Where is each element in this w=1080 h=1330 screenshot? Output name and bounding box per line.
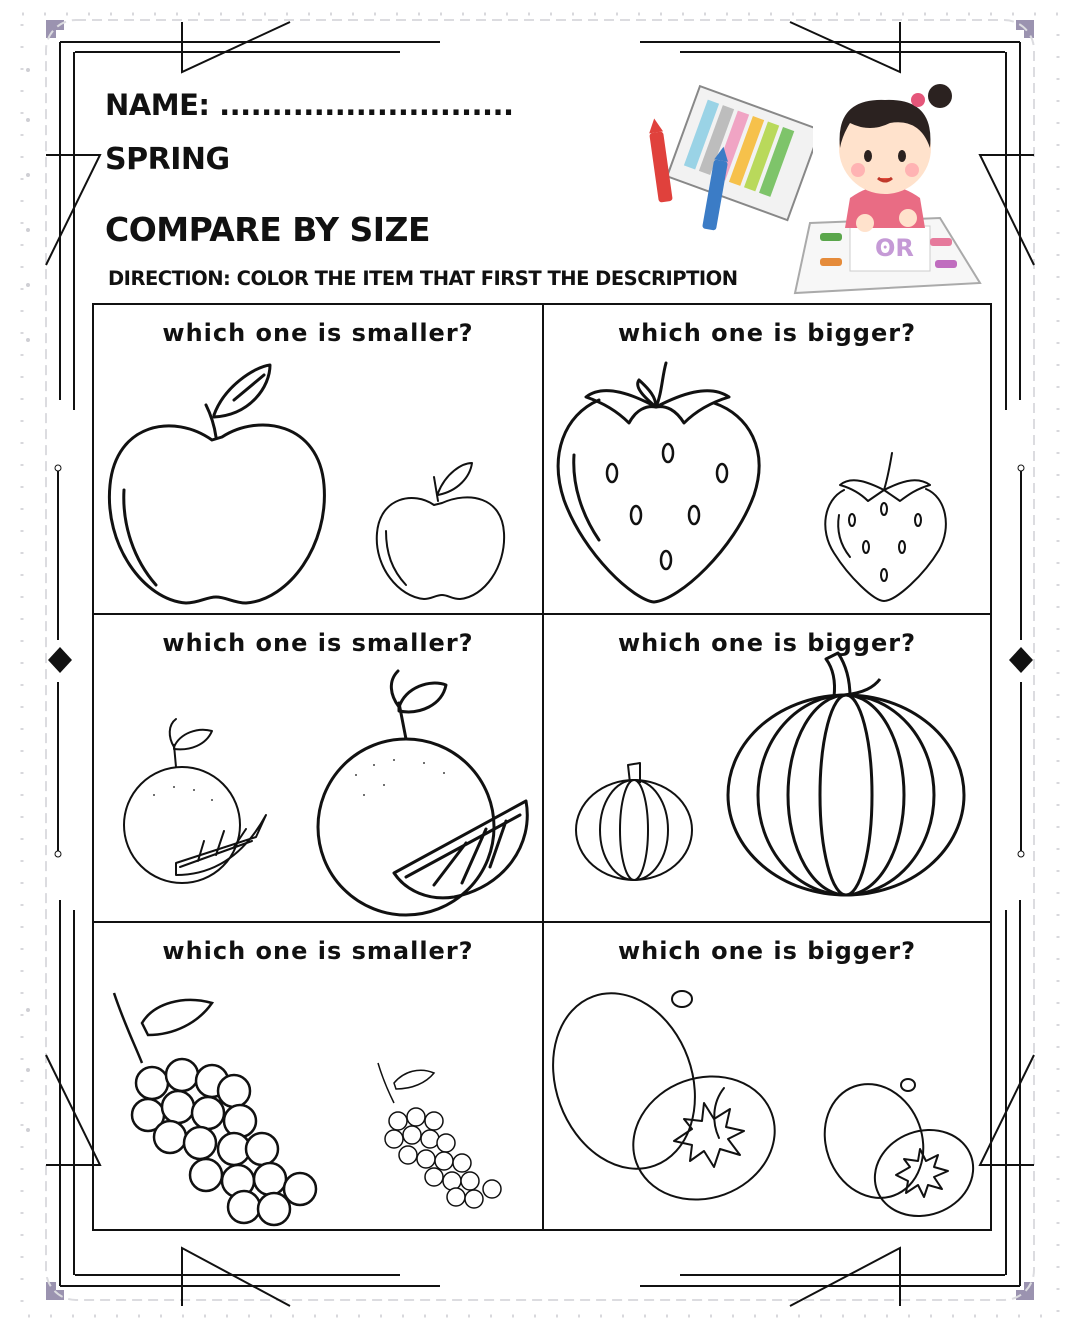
pumpkin-illustration xyxy=(544,615,992,923)
direction-text: DIRECTION: COLOR THE ITEM THAT FIRST THE DESCRIPTION xyxy=(108,267,738,290)
cell-orange xyxy=(94,615,542,921)
cell-strawberry xyxy=(544,305,990,613)
question-smaller-grapes: which one is smaller? xyxy=(162,937,474,965)
cell-apple xyxy=(94,305,542,613)
girl-drawing-illustration xyxy=(790,78,985,298)
question-bigger-pumpkin: which one is bigger? xyxy=(617,629,917,657)
grapes-illustration xyxy=(94,923,542,1231)
apple-illustration xyxy=(94,305,542,613)
worksheet-title: COMPARE BY SIZE xyxy=(105,210,430,249)
kiwi-illustration xyxy=(544,923,992,1231)
worksheet-subject: SPRING xyxy=(105,142,230,177)
svg-text:ʘR: ʘR xyxy=(875,234,914,262)
orange-illustration xyxy=(94,615,542,923)
question-smaller-orange: which one is smaller? xyxy=(162,629,474,657)
name-field-label: NAME: ............................ xyxy=(105,88,514,122)
worksheet-grid xyxy=(92,303,992,1231)
question-smaller-apple: which one is smaller? xyxy=(162,319,474,347)
cell-kiwi xyxy=(544,923,990,1229)
cell-pumpkin xyxy=(544,615,990,921)
question-bigger-kiwi: which one is bigger? xyxy=(617,937,917,965)
crayons-illustration xyxy=(648,82,813,242)
cell-grapes xyxy=(94,923,542,1229)
question-bigger-strawberry: which one is bigger? xyxy=(617,319,917,347)
strawberry-illustration xyxy=(544,305,992,613)
